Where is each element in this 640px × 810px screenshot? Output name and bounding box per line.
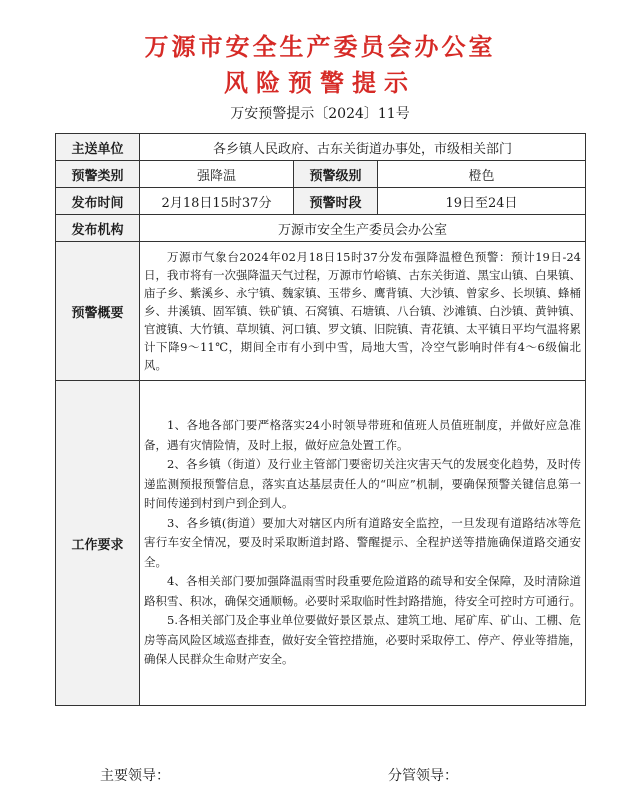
summary-row [56, 242, 586, 381]
supervising-leader-label: 分管领导： [388, 768, 458, 784]
category-value: 强降温 [140, 161, 294, 188]
recipients-label: 主送单位 [56, 134, 140, 161]
requirement-item: 4、各相关部门要加强降温雨雪时段重要危险道路的疏导和安全保障，及时清除道路积雪、积冰，确保交通顺畅。必要时采取临时性封路措施，待安全可控时方可通行。 [144, 574, 581, 608]
level-value: 橙色 [378, 161, 586, 188]
requirement-item: 1、各地各部门要严格落实24小时领导带班和值班人员值班制度，并做好应急准备，遇有灾情险情，及时上报，做好应急处置工作。 [144, 418, 581, 452]
summary-text: 万源市气象台2024年02月18日15时37分发布强降温橙色预警：预计19日-24日，我市将有一次强降温天气过程，万源市竹峪镇、古东关街道、黑宝山镇、白果镇、庙子乡、紫溪乡、永宁镇、魏家镇、玉带乡、鹰背镇、大沙镇、曾家乡、长坝镇、蜂桶乡、井溪镇、固军镇、铁矿镇、石窝镇、石塘镇、八台镇、沙滩镇、白沙镇、黄钟镇、官渡镇、大竹镇、草坝镇、河口镇、罗文镇、旧院镇、青花镇、太平镇日平均气温将累计下降9～11℃，期间全市有小到中雪，局地大雪，冷空气影响时伴有4～6级偏北风。 [140, 242, 586, 381]
summary-label: 预警概要 [56, 242, 140, 381]
recipients-row [56, 134, 586, 161]
recipients-value: 各乡镇人民政府、古东关街道办事处，市级相关部门 [140, 134, 586, 161]
doc-number: 万安预警提示〔2024〕11号 [230, 106, 410, 122]
issue-time-value: 2月18日15时37分 [140, 188, 294, 215]
issuer-row [56, 215, 586, 242]
requirement-item: 2、各乡镇（街道）及行业主管部门要密切关注灾害天气的发展变化趋势，及时传递监测预报预警信息，落实直达基层责任人的“叫应”机制，要确保预警关键信息第一时间传递到村到户到企到人。 [144, 457, 581, 511]
issuer-value: 万源市安全生产委员会办公室 [140, 215, 586, 242]
issuer-label: 发布机构 [56, 215, 140, 242]
issue-time-label: 发布时间 [56, 188, 140, 215]
requirement-item: 3、各乡镇(街道）要加大对辖区内所有道路安全监控，一旦发现有道路结冰等危害行车安全情况，要及时采取断道封路、警醒提示、全程护送等措施确保道路交通安全。 [144, 515, 581, 569]
warning-table [55, 133, 586, 706]
period-value: 19日至24日 [378, 188, 586, 215]
time-row [56, 188, 586, 215]
doc-title: 风险预警提示 [224, 68, 416, 97]
category-label: 预警类别 [56, 161, 140, 188]
category-row [56, 161, 586, 188]
requirements-label: 工作要求 [56, 381, 140, 706]
requirements-row [56, 381, 586, 706]
level-label: 预警级别 [294, 161, 378, 188]
period-label: 预警时段 [294, 188, 378, 215]
org-title: 万源市安全生产委员会办公室 [144, 32, 496, 61]
requirements-list [140, 381, 586, 706]
requirement-item: 5.各相关部门及企事业单位要做好景区景点、建筑工地、尾矿库、矿山、工棚、危房等高风险区域巡查排查，做好安全管控措施，必要时采取停工、停产、停业等措施，确保人民群众生命财产安全。 [144, 613, 581, 667]
main-leader-label: 主要领导： [100, 768, 170, 784]
